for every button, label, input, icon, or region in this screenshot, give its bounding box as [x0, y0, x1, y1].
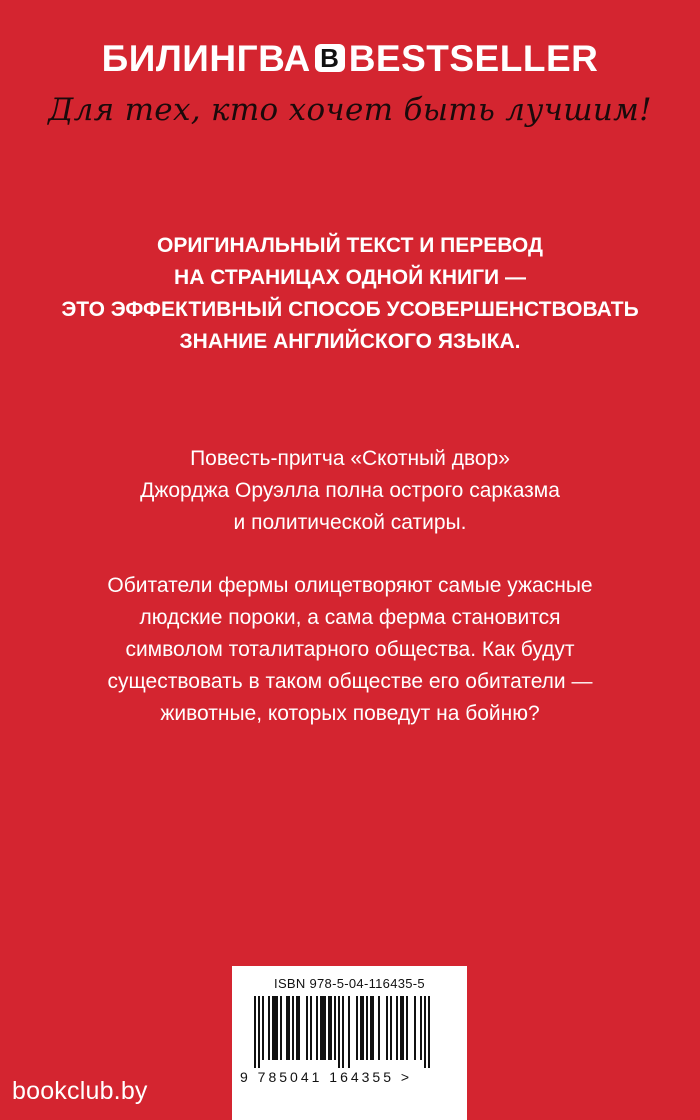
barcode-bar: [356, 996, 358, 1060]
barcode-bar: [378, 996, 380, 1060]
series-name-ru: БИЛИНГВА: [101, 38, 311, 79]
barcode-bar: [390, 996, 392, 1060]
barcode-bar: [328, 996, 332, 1060]
barcode-bar: [272, 996, 278, 1060]
barcode-bar: [370, 996, 374, 1060]
series-tagline: Для тех, кто хочет быть лучшим!: [48, 92, 652, 128]
barcode-bar: [292, 996, 294, 1060]
barcode-icon: [254, 996, 446, 1068]
barcode-bar: [428, 996, 430, 1068]
paragraph-line: Джорджа Оруэлла полна острого сарказма: [140, 479, 560, 502]
paragraph-line: Обитатели фермы олицетворяют самые ужасные: [107, 574, 593, 597]
barcode-bar: [320, 996, 326, 1060]
barcode-bar: [286, 996, 290, 1060]
headline-line: НА СТРАНИЦАХ ОДНОЙ КНИГИ —: [174, 266, 526, 289]
barcode-bar: [420, 996, 422, 1060]
barcode-bar: [414, 996, 416, 1060]
paragraph-line: символом тоталитарного общества. Как будут: [125, 638, 575, 661]
barcode-bar: [280, 996, 282, 1060]
barcode-bar: [406, 996, 408, 1060]
watermark-site: bookclub.by: [12, 1077, 148, 1105]
barcode-bar: [268, 996, 270, 1060]
barcode-bar: [366, 996, 368, 1060]
series-badge: B: [315, 44, 345, 72]
barcode-bar: [334, 996, 336, 1060]
barcode-bar: [386, 996, 388, 1060]
paragraph-line: существовать в таком обществе его обитатели —: [107, 670, 593, 693]
barcode-digits: 9 785041 164355 >: [240, 1069, 413, 1085]
isbn-label: ISBN 978-5-04-116435-5: [274, 976, 425, 991]
isbn-barcode-box: [232, 966, 467, 1120]
description-paragraph-1: [40, 443, 660, 539]
headline-line: ОРИГИНАЛЬНЫЙ ТЕКСТ И ПЕРЕВОД: [157, 234, 543, 257]
barcode-bar: [262, 996, 264, 1060]
barcode-bar: [342, 996, 344, 1068]
headline-line: ЭТО ЭФФЕКТИВНЫЙ СПОСОБ УСОВЕРШЕНСТВОВАТЬ: [61, 298, 639, 321]
barcode-bar: [258, 996, 260, 1068]
paragraph-line: животные, которых поведут на бойню?: [160, 702, 540, 725]
headline-line: ЗНАНИЕ АНГЛИЙСКОГО ЯЗЫКА.: [179, 330, 521, 353]
barcode-bar: [400, 996, 404, 1060]
paragraph-line: людские пороки, а сама ферма становится: [139, 606, 561, 629]
paragraph-line: и политической сатиры.: [233, 511, 467, 534]
barcode-bar: [348, 996, 350, 1068]
barcode-bar: [396, 996, 398, 1060]
description-paragraph-2: [40, 570, 660, 730]
barcode-bar: [310, 996, 312, 1060]
series-logo: [0, 38, 700, 80]
barcode-bar: [424, 996, 426, 1068]
barcode-bar: [296, 996, 300, 1060]
barcode-bar: [306, 996, 308, 1060]
paragraph-line: Повесть-притча «Скотный двор»: [190, 447, 510, 470]
series-name-en: BESTSELLER: [348, 38, 599, 79]
barcode-bar: [338, 996, 340, 1068]
headline: [40, 230, 660, 358]
barcode-bar: [254, 996, 256, 1068]
barcode-bar: [360, 996, 364, 1060]
barcode-bar: [316, 996, 318, 1060]
